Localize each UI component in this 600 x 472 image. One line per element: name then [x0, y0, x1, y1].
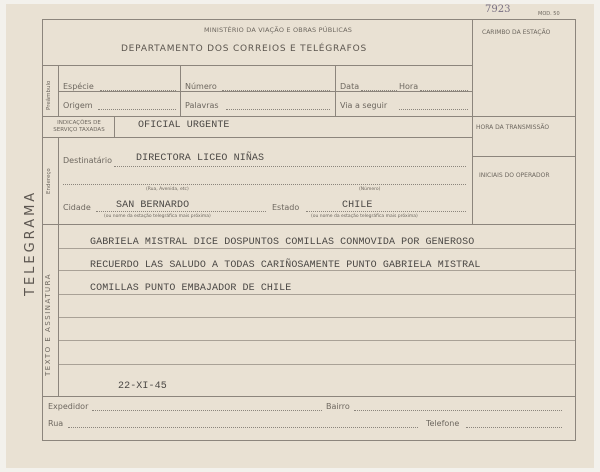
rua-label: Rua: [48, 419, 64, 428]
numero-field[interactable]: [222, 90, 330, 91]
preambulo-mid: [58, 91, 472, 92]
ministry-title: MINISTÉRIO DA VIAÇÃO E OBRAS PÚBLICAS: [203, 26, 353, 34]
texto-bottom: [42, 396, 576, 397]
estado-field[interactable]: [306, 211, 466, 212]
destinatario-field[interactable]: [114, 166, 466, 167]
hora-field[interactable]: [420, 90, 468, 91]
numero-hint: (Número): [359, 187, 381, 192]
bairro-field[interactable]: [354, 410, 562, 411]
right-column-divider: [472, 19, 473, 224]
texto-side-divider: [58, 224, 59, 396]
especie-field[interactable]: [100, 90, 176, 91]
estado-label: Estado: [272, 203, 300, 212]
cidade-label: Cidade: [63, 203, 91, 212]
text-rule-6: [59, 364, 575, 365]
transmissao-label: HORA DA TRANSMISSÃO: [476, 124, 550, 131]
indicacoes-bottom: [42, 137, 472, 138]
cidade-field[interactable]: [96, 211, 266, 212]
message-date: 22-XI-45: [118, 381, 167, 392]
via-field[interactable]: [399, 109, 468, 110]
palavras-field[interactable]: [226, 109, 330, 110]
department-title: DEPARTAMENTO DOS CORREIOS E TELÉGRAFOS: [120, 44, 368, 54]
frame-left: [42, 19, 43, 441]
text-rule-1: [59, 248, 575, 249]
message-line-3: COMILLAS PUNTO EMBAJADOR DE CHILE: [90, 283, 292, 294]
estado-value: CHILE: [342, 200, 373, 211]
preambulo-bottom: [42, 116, 576, 117]
hora-label: Hora: [399, 82, 419, 91]
rua-field[interactable]: [63, 184, 466, 185]
indicacoes-divider: [114, 116, 115, 137]
origem-label: Origem: [63, 101, 93, 110]
rua-hint: (Rua, Avenida, etc): [146, 187, 189, 192]
destinatario-label: Destinatário: [63, 156, 113, 165]
text-rule-4: [59, 317, 575, 318]
telefone-label: Telefone: [426, 419, 460, 428]
handwritten-number: 7923: [485, 4, 511, 15]
indicacoes-value: OFICIAL URGENTE: [138, 120, 230, 131]
endereco-label: Endereço: [46, 168, 52, 194]
expedidor-field[interactable]: [92, 410, 322, 411]
telegram-form: [6, 4, 594, 468]
message-line-1: GABRIELA MISTRAL DICE DOSPUNTOS COMILLAS CONMOVIDA POR GENEROSO: [90, 237, 475, 248]
numero-label: Número: [185, 82, 217, 91]
preambulo-top: [42, 65, 472, 66]
operador-label: INICIAIS DO OPERADOR: [479, 172, 550, 179]
preambulo-label: Preâmbulo: [46, 80, 52, 110]
indicacoes-label-1: INDICAÇÕES DE: [57, 120, 101, 126]
text-rule-3: [59, 294, 575, 295]
form-code: MOD. 50: [538, 11, 560, 17]
data-field[interactable]: [361, 90, 397, 91]
text-rule-5: [59, 340, 575, 341]
telegram-vertical-title: TELEGRAMA: [23, 189, 38, 296]
indicacoes-label-2: SERVIÇO TAXADAS: [53, 127, 105, 133]
cidade-hint: (ou nome da estação telegráfica mais próxima): [104, 214, 211, 219]
data-label: Data: [340, 82, 360, 91]
transmissao-bottom: [472, 156, 576, 157]
estado-hint: (ou nome da estação telegráfica mais próxima): [311, 214, 418, 219]
endereco-side-divider: [58, 137, 59, 224]
expedidor-label: Expedidor: [48, 402, 89, 411]
especie-label: Espécie: [63, 82, 94, 91]
endereco-bottom: [42, 224, 576, 225]
stamp-label: CARIMBO DA ESTAÇÃO: [482, 29, 551, 36]
frame-bottom: [42, 440, 576, 441]
footer-rua-field[interactable]: [68, 427, 418, 428]
bairro-label: Bairro: [326, 402, 350, 411]
telefone-field[interactable]: [466, 427, 562, 428]
frame-right: [575, 19, 576, 441]
destinatario-value: DIRECTORA LICEO NIÑAS: [136, 153, 265, 164]
via-label: Via a seguir: [340, 101, 388, 110]
message-line-2: RECUERDO LAS SALUDO A TODAS CARIÑOSAMENTE PUNTO GABRIELA MISTRAL: [90, 260, 481, 271]
cidade-value: SAN BERNARDO: [116, 200, 190, 211]
origem-field[interactable]: [98, 109, 176, 110]
frame-top: [42, 19, 576, 20]
palavras-label: Palavras: [185, 101, 219, 110]
texto-label: TEXTO E ASSINATURA: [44, 272, 52, 376]
